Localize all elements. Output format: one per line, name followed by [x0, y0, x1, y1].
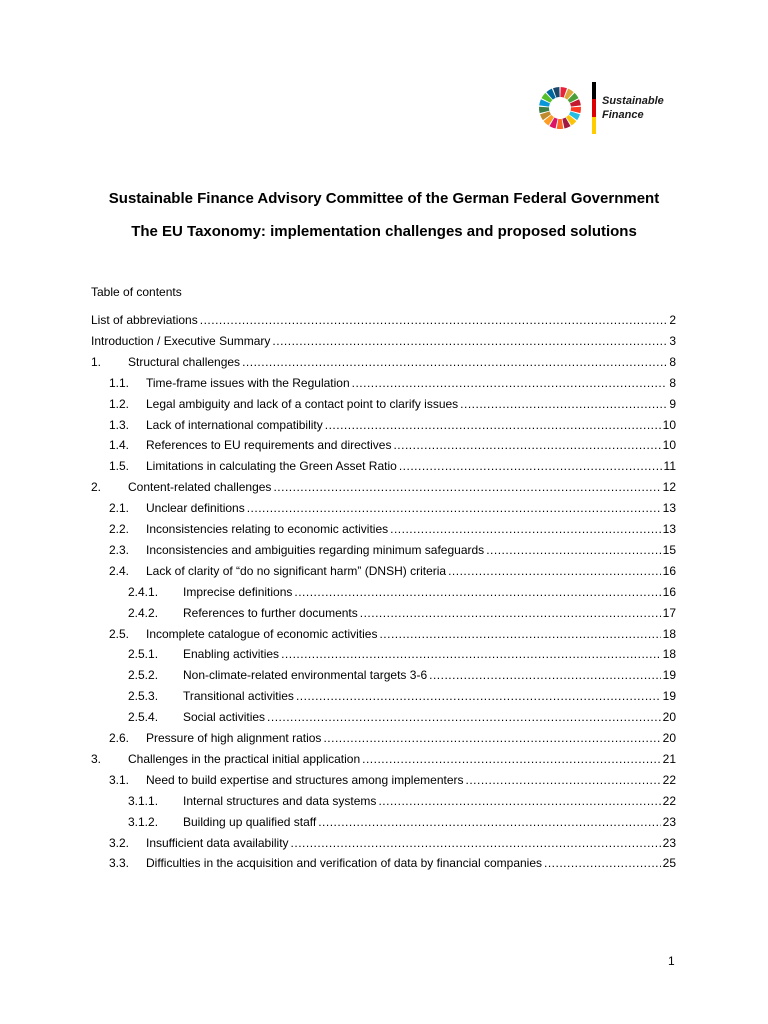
- toc-entry-title: Need to build expertise and structures among implementers: [146, 772, 464, 787]
- toc-entry-title: Structural challenges: [128, 354, 241, 369]
- page-number: 1: [668, 954, 675, 968]
- toc-entry-number: 3.: [91, 751, 102, 766]
- toc-dot-leader: [378, 791, 660, 812]
- toc-entry-page: 22: [662, 793, 676, 808]
- toc-entry-page: 3: [669, 333, 676, 348]
- toc-entry-title: Lack of clarity of “do no significant harm” (DNSH) criteria: [146, 563, 447, 578]
- toc-entry-page: 18: [662, 647, 676, 662]
- toc-entry-page: 23: [662, 814, 676, 829]
- toc-dot-leader: [466, 770, 661, 791]
- toc-entry-title: Content-related challenges: [128, 480, 272, 495]
- toc-entry[interactable]: [109, 728, 676, 749]
- toc-entry-page: 13: [662, 522, 676, 536]
- toc-entry-title: Insufficient data availability: [146, 835, 289, 850]
- toc-entry[interactable]: [109, 833, 676, 854]
- toc-dot-leader: [448, 561, 661, 582]
- toc-entry[interactable]: [128, 665, 676, 686]
- toc-entry-title: Limitations in calculating the Green Asset Ratio: [146, 459, 397, 474]
- toc-entry-number: 1.1.: [109, 375, 130, 390]
- toc-dot-leader: [362, 749, 661, 770]
- logo-text: [602, 94, 664, 122]
- toc-entry[interactable]: [109, 561, 676, 582]
- toc-entry-title: Inconsistencies relating to economic activities: [146, 522, 389, 536]
- flag-stripe: [592, 82, 596, 99]
- toc-entry-page: 13: [662, 501, 676, 516]
- toc-dot-leader: [325, 415, 661, 436]
- toc-dot-leader: [352, 373, 668, 394]
- toc-dot-leader: [544, 853, 661, 874]
- toc-dot-leader: [273, 477, 660, 498]
- sdg-wheel-icon: [538, 86, 582, 130]
- toc-entry-title: Pressure of high alignment ratios: [146, 731, 322, 745]
- toc-entry[interactable]: [109, 394, 676, 415]
- toc-entry-page: 17: [662, 605, 676, 620]
- toc-entry-number: 1.5.: [109, 459, 130, 474]
- toc-entry-number: 3.3.: [109, 856, 130, 871]
- toc-entry-number: 2.5.1.: [128, 647, 159, 662]
- toc-entry-number: 2.2.: [109, 522, 130, 536]
- toc-dot-leader: [429, 665, 661, 686]
- sdg-wheel-segment: [557, 119, 563, 129]
- toc-dot-leader: [460, 394, 667, 415]
- german-flag-icon: [592, 82, 596, 134]
- toc-entry-page: 20: [662, 731, 676, 745]
- toc-entry-page: 18: [662, 626, 676, 641]
- toc-entry-page: 22: [662, 772, 676, 787]
- toc-dot-leader: [272, 331, 667, 352]
- toc-entry-title: Imprecise definitions: [183, 584, 293, 599]
- toc-entry-page: 15: [662, 542, 676, 557]
- toc-dot-leader: [200, 310, 668, 331]
- toc-entry-page: 19: [662, 668, 676, 683]
- toc-entry-title: Time-frame issues with the Regulation: [146, 375, 350, 390]
- toc-entry-title: Internal structures and data systems: [183, 793, 377, 808]
- toc-entry-number: 2.5.2.: [128, 668, 159, 683]
- logo-text-line2: Finance: [602, 109, 644, 121]
- toc-entry[interactable]: [109, 498, 676, 519]
- toc-entry-number: 1.4.: [109, 438, 130, 453]
- flag-stripe: [592, 99, 596, 116]
- toc-dot-leader: [294, 582, 660, 603]
- sustainable-finance-logo: [538, 80, 678, 136]
- toc-entry[interactable]: [109, 415, 676, 436]
- toc-entry[interactable]: [109, 373, 676, 394]
- toc-entry-title: Inconsistencies and ambiguities regarding minimum safeguards: [146, 542, 485, 557]
- toc-entry-number: 2.: [91, 480, 102, 495]
- toc-entry-title: Non-climate-related environmental targets 3-6: [183, 668, 428, 683]
- toc-entry-number: 3.1.: [109, 772, 130, 787]
- toc-entry[interactable]: [128, 644, 676, 665]
- toc-entry-title: Social activities: [183, 710, 266, 725]
- toc-entry-title: Unclear definitions: [146, 501, 245, 516]
- toc-entry[interactable]: [109, 456, 676, 477]
- toc-entry-page: 8: [669, 354, 676, 369]
- toc-entry-number: 2.5.3.: [128, 689, 159, 704]
- toc-entry-number: 1.: [91, 354, 102, 369]
- toc-entry[interactable]: [109, 853, 676, 874]
- toc-entry[interactable]: [109, 435, 676, 456]
- toc-entry-title: List of abbreviations: [91, 313, 198, 327]
- toc-entry-title: Legal ambiguity and lack of a contact point to clarify issues: [146, 396, 459, 411]
- toc-dot-leader: [291, 833, 661, 854]
- toc-entry-title: Lack of international compatibility: [146, 417, 323, 432]
- toc-entry[interactable]: [91, 352, 676, 373]
- toc-entry-title: Difficulties in the acquisition and verification of data by financial companies: [146, 856, 542, 871]
- toc-entry-number: 2.5.4.: [128, 710, 159, 725]
- toc-entry[interactable]: [91, 331, 676, 352]
- toc-entry-page: 16: [662, 584, 676, 599]
- toc-entry-number: 3.1.1.: [128, 793, 159, 808]
- toc-dot-leader: [281, 644, 661, 665]
- logo-text-line1: Sustainable: [602, 95, 664, 107]
- toc-entry-title: References to further documents: [183, 605, 358, 620]
- document-subtitle: The EU Taxonomy: implementation challenges and proposed solutions: [131, 223, 637, 240]
- toc-entry[interactable]: [128, 582, 676, 603]
- toc-entry-page: 2: [669, 313, 676, 327]
- toc-entry-page: 21: [662, 751, 676, 766]
- toc-entry-title: Challenges in the practical initial application: [128, 751, 361, 766]
- toc-dot-leader: [399, 456, 662, 477]
- toc-entry[interactable]: [128, 686, 676, 707]
- toc-entry-number: 2.5.: [109, 626, 130, 641]
- toc-entry-page: 9: [669, 396, 676, 411]
- toc-entry-number: 3.1.2.: [128, 814, 159, 829]
- toc-dot-leader: [267, 707, 661, 728]
- toc-entry[interactable]: [91, 310, 676, 331]
- toc-entry-number: 1.3.: [109, 417, 130, 432]
- toc-entry-number: 2.4.: [109, 563, 130, 578]
- toc-entry[interactable]: [128, 603, 676, 624]
- toc-entry[interactable]: [91, 749, 676, 770]
- toc-entry-page: 16: [662, 563, 676, 578]
- toc-entry-page: 10: [662, 438, 676, 453]
- toc-entry-number: 2.1.: [109, 501, 130, 516]
- toc-entry-number: 2.4.1.: [128, 584, 159, 599]
- toc-entry[interactable]: [128, 707, 676, 728]
- toc-entry[interactable]: [128, 791, 676, 812]
- toc-entry-page: 12: [662, 480, 676, 495]
- toc-entry-number: 2.6.: [109, 731, 130, 745]
- toc-dot-leader: [379, 624, 660, 645]
- toc-entry-page: 8: [669, 375, 676, 390]
- toc-dot-leader: [486, 540, 660, 561]
- toc-heading: Table of contents: [91, 285, 182, 299]
- toc-entry[interactable]: [91, 477, 676, 498]
- toc-dot-leader: [296, 686, 661, 707]
- toc-dot-leader: [242, 352, 667, 373]
- toc-entry-title: Incomplete catalogue of economic activities: [146, 626, 378, 641]
- toc-entry-page: 23: [662, 835, 676, 850]
- toc-entry-title: Building up qualified staff: [183, 814, 317, 829]
- toc-dot-leader: [360, 603, 661, 624]
- toc-entry[interactable]: [128, 812, 676, 833]
- toc-entry[interactable]: [109, 770, 676, 791]
- toc-entry-number: 2.4.2.: [128, 605, 159, 620]
- toc-entry-number: 2.3.: [109, 542, 130, 557]
- toc-entry-page: 20: [662, 710, 676, 725]
- toc-entry-number: 1.2.: [109, 396, 130, 411]
- flag-stripe: [592, 117, 596, 134]
- toc-entry-title: Introduction / Executive Summary: [91, 333, 271, 348]
- toc-entry-page: 25: [662, 856, 676, 871]
- toc-entry[interactable]: [109, 519, 676, 540]
- toc-entry[interactable]: [109, 624, 676, 645]
- toc-dot-leader: [247, 498, 661, 519]
- toc-dot-leader: [318, 812, 660, 833]
- toc-dot-leader: [393, 435, 660, 456]
- toc-dot-leader: [323, 728, 660, 749]
- toc-entry-page: 19: [662, 689, 676, 704]
- toc-entry-title: References to EU requirements and directives: [146, 438, 392, 453]
- toc-entry-page: 10: [662, 417, 676, 432]
- document-title: Sustainable Finance Advisory Committee of the German Federal Government: [108, 190, 660, 207]
- toc-entry-number: 3.2.: [109, 835, 130, 850]
- toc-entry[interactable]: [109, 540, 676, 561]
- toc-entry-title: Enabling activities: [183, 647, 280, 662]
- toc-entry-page: 11: [663, 459, 676, 474]
- toc-entry-title: Transitional activities: [183, 689, 294, 704]
- toc-dot-leader: [390, 519, 661, 540]
